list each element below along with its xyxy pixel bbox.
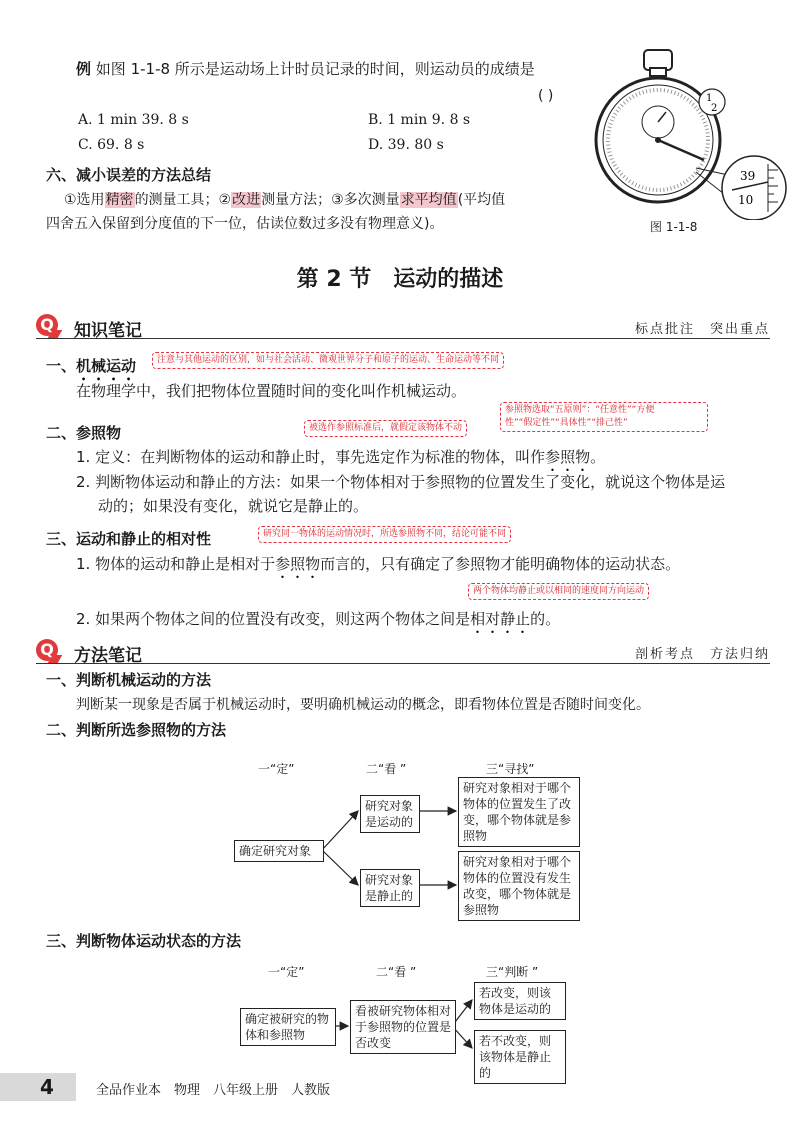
s2-item-2-line2: 动的；如果没有变化，就说它是静止的。 <box>98 497 369 515</box>
s3-item1-text: 1. 物体的运动和静止是相对于 <box>76 555 276 573</box>
method-notes-subtitle: 剖析考点 方法归纳 <box>634 647 770 662</box>
option-d: D. 39. 80 s <box>368 137 444 153</box>
section-title: 第 2 节 运动的描述 <box>296 267 504 292</box>
s3-annotation-different-reference: 研究同一物体的运动情况时，所选参照物不同，结论可能不同 <box>258 526 511 543</box>
es-text-3: 测量方法；③多次测量 <box>261 192 400 208</box>
method-notes-title: 方法笔记 <box>74 646 142 666</box>
s1-number: 一、 <box>46 357 77 375</box>
dial-zoom-10: 10 <box>738 193 754 207</box>
error-summary-line2: 四舍五入保留到分度值的下一位，估读位数过多没有物理意义)。 <box>46 216 444 232</box>
m3-mid-box: 看被研究物体相对于参照物的位置是否改变 <box>350 1000 456 1054</box>
s2-annotation-principles-line2: 性”“假定性”“具体性”“排己性” <box>505 418 628 428</box>
s3-heading: 三、运动和静止的相对性 <box>46 530 212 548</box>
m2-root-box: 确定研究对象 <box>234 840 324 862</box>
example-question-text: 如图 1-1-8 所示是运动场上计时员记录的时间，则运动员的成绩是 <box>95 60 535 78</box>
option-c: C. 69. 8 s <box>78 137 145 153</box>
m2-moving-box: 研究对象是运动的 <box>360 795 420 833</box>
footer-text: 全品作业本 物理 八年级上册 人教版 <box>96 1083 331 1098</box>
s3-item1-term: 参照物 <box>275 555 321 573</box>
page-number-tab <box>0 1073 76 1101</box>
s2-item1-term: 参照物 <box>545 448 591 466</box>
m3-leaf-moving: 若改变，则该物体是运动的 <box>474 982 566 1020</box>
dial-zoom-39: 39 <box>740 169 756 183</box>
m3-root-box: 确定被研究的物体和参照物 <box>240 1008 336 1046</box>
es-highlight-1: 精密 <box>105 192 134 208</box>
es-highlight-3: 求平均值 <box>400 192 457 208</box>
error-summary-heading: 六、减小误差的方法总结 <box>46 166 212 184</box>
m3-label-3: 三“判断 ” <box>486 965 539 979</box>
es-text-2: 的测量工具；② <box>134 192 232 208</box>
page-number: 4 <box>40 1075 54 1099</box>
m3-heading: 三、判断物体运动状态的方法 <box>46 932 242 950</box>
s1-annotation: 注意与其他运动的区别，如与社会活动、微观世界分子和原子的运动、生命运动等不同 <box>152 352 504 369</box>
s3-item2-term: 相对静止 <box>470 610 531 628</box>
s3-item1-end: 而言的，只有确定了参照物才能明确物体的运动状态。 <box>320 555 681 573</box>
es-text-4: (平均值 <box>457 192 506 208</box>
s2-annotation-principles-line1: 参照物选取“五原则”：“任意性”“方便 <box>505 405 655 415</box>
answer-bracket: ( ) <box>538 88 554 104</box>
m2-label-2: 二“看 ” <box>366 762 407 776</box>
m2-static-box: 研究对象是静止的 <box>360 869 420 907</box>
m2-label-1: 一“定” <box>258 762 295 776</box>
figure-caption: 图 1-1-8 <box>650 220 698 234</box>
example-tag: 例 <box>76 60 92 78</box>
option-b: B. 1 min 9. 8 s <box>368 112 471 128</box>
s2-item1-text: 1. 定义：在判断物体的运动和静止时，事先选定作为标准的物体，叫作 <box>76 448 546 466</box>
s2-item-2-line1: 2. 判断物体运动和静止的方法：如果一个物体相对于参照物的位置发生了变化，就说这个物体是运 <box>76 473 726 491</box>
s2-annotation-standard: 被选作参照标准后，就假定该物体不动 <box>304 420 467 437</box>
m2-label-3: 三“寻找” <box>486 762 535 776</box>
m3-label-2: 二“看 ” <box>376 965 417 979</box>
m2-heading: 二、判断所选参照物的方法 <box>46 721 227 739</box>
dial-small-2: 2 <box>711 103 718 114</box>
es-highlight-2: 改进 <box>232 192 261 208</box>
m3-label-1: 一“定” <box>268 965 305 979</box>
dial-small-1: 1 <box>706 93 713 104</box>
s3-annotation-relative-rest: 两个物体均静止或以相同的速度同方向运动 <box>468 583 649 600</box>
m1-body: 判断某一现象是否属于机械运动时，要明确机械运动的概念，即看物体位置是否随时间变化。 <box>76 697 650 713</box>
m2-leaf-moving: 研究对象相对于哪个物体的位置发生了改变，哪个物体就是参照物 <box>458 777 580 847</box>
s3-item2-text: 2. 如果两个物体之间的位置没有改变，则这两个物体之间是 <box>76 610 471 628</box>
s2-heading: 二、参照物 <box>46 424 122 442</box>
m1-heading: 一、判断机械运动的方法 <box>46 671 212 689</box>
s1-body: 在物理学中，我们把物体位置随时间的变化叫作机械运动。 <box>76 382 467 400</box>
knowledge-notes-subtitle: 标点批注 突出重点 <box>634 322 770 337</box>
q-badge-icon: Q <box>36 314 58 336</box>
m3-leaf-static: 若不改变，则该物体是静止的 <box>474 1030 566 1084</box>
knowledge-notes-title: 知识笔记 <box>74 321 142 341</box>
s1-term: 机械运动 <box>76 357 137 375</box>
m2-leaf-static: 研究对象相对于哪个物体的位置没有发生改变，哪个物体就是参照物 <box>458 851 580 921</box>
s3-item2-end: 的。 <box>530 610 561 628</box>
q-badge-icon-2: Q <box>36 639 58 661</box>
option-a: A. 1 min 39. 8 s <box>78 112 189 128</box>
s2-item1-end: 。 <box>590 448 606 466</box>
es-text-1: ①选用 <box>64 192 105 208</box>
